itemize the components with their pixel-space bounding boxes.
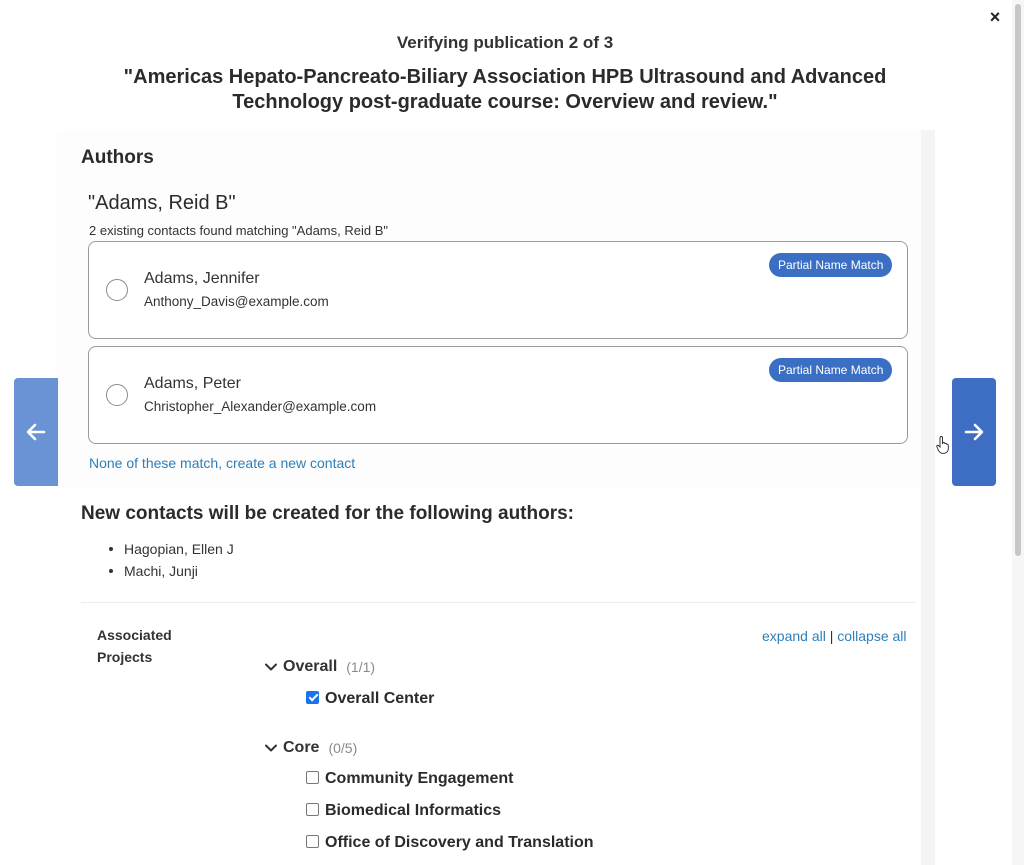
project-label: Office of Discovery and Translation xyxy=(325,834,594,851)
contact-radio-button[interactable] xyxy=(106,384,128,406)
list-item: Hagopian, Ellen J xyxy=(108,538,234,560)
contact-name: Adams, Jennifer xyxy=(144,270,260,287)
project-checkbox-row[interactable] xyxy=(306,689,434,709)
project-checkbox-row[interactable] xyxy=(306,801,501,821)
contact-name: Adams, Peter xyxy=(144,375,241,392)
group-name: Overall xyxy=(283,658,338,675)
section-divider xyxy=(81,602,916,603)
project-checkbox[interactable] xyxy=(306,803,319,816)
match-summary: 2 existing contacts found matching "Adams, Reid B" xyxy=(89,223,388,238)
associated-projects-label: Associated Projects xyxy=(97,627,172,665)
close-button[interactable] xyxy=(984,6,1006,28)
hand-cursor-icon xyxy=(936,436,950,454)
contact-radio-button[interactable] xyxy=(106,279,128,301)
project-label: Overall Center xyxy=(325,690,435,707)
previous-publication-button[interactable] xyxy=(14,378,58,486)
publication-title: "Americas Hepato-Pancreato-Biliary Association HPB Ultrasound and Advanced Technology post-graduate course: Overview and review." xyxy=(123,66,887,113)
expand-all-link[interactable]: expand all xyxy=(762,628,826,644)
partial-name-match-badge: Partial Name Match xyxy=(769,253,892,277)
scrollbar-thumb[interactable] xyxy=(1015,4,1021,556)
next-publication-button[interactable] xyxy=(952,378,996,486)
pane-divider xyxy=(921,130,935,865)
chevron-down-icon xyxy=(264,660,278,674)
contact-email: Christopher_Alexander@example.com xyxy=(144,399,377,414)
project-label: Community Engagement xyxy=(325,770,514,787)
separator: | xyxy=(829,628,834,644)
expand-collapse-controls xyxy=(762,628,907,644)
chevron-down-icon xyxy=(264,741,278,755)
new-contacts-list xyxy=(108,538,234,582)
project-label: Biomedical Informatics xyxy=(325,802,502,819)
authors-heading: Authors xyxy=(81,147,154,168)
group-count: (0/5) xyxy=(328,740,358,756)
collapse-all-link[interactable]: collapse all xyxy=(837,628,907,644)
project-checkbox[interactable] xyxy=(306,835,319,848)
group-count: (1/1) xyxy=(346,659,376,675)
project-checkbox-row[interactable] xyxy=(306,769,513,789)
progress-text: Verifying publication 2 of 3 xyxy=(396,33,614,52)
group-name: Core xyxy=(283,739,320,756)
contact-email: Anthony_Davis@example.com xyxy=(144,294,329,309)
create-new-contact-link[interactable]: None of these match, create a new contact xyxy=(89,455,356,471)
project-checkbox[interactable] xyxy=(306,771,319,784)
project-group-overall[interactable] xyxy=(264,657,375,677)
arrow-left-icon xyxy=(25,421,47,443)
current-author-name: "Adams, Reid B" xyxy=(88,192,236,214)
contact-option-card[interactable] xyxy=(88,346,908,444)
list-item: Machi, Junji xyxy=(108,560,234,582)
contact-option-card[interactable] xyxy=(88,241,908,339)
project-checkbox[interactable] xyxy=(306,691,319,704)
new-contacts-heading: New contacts will be created for the following authors: xyxy=(81,503,575,524)
close-icon: × xyxy=(989,6,1001,27)
partial-name-match-badge: Partial Name Match xyxy=(769,358,892,382)
project-group-core[interactable] xyxy=(264,738,357,758)
project-checkbox-row[interactable] xyxy=(306,833,594,853)
arrow-right-icon xyxy=(963,421,985,443)
